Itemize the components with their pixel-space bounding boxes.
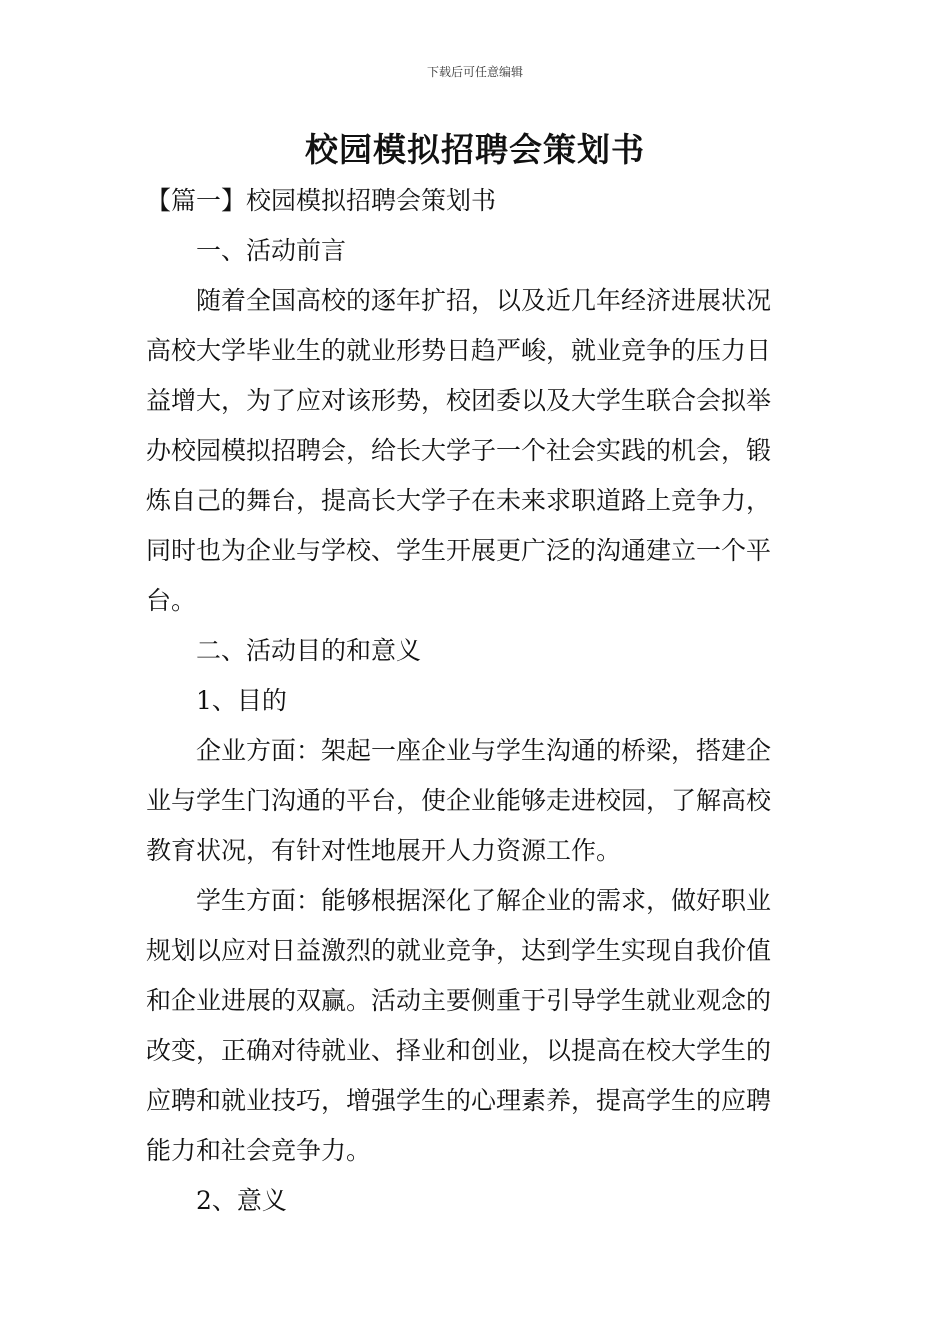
document-title: 校园模拟招聘会策划书 [305, 130, 645, 169]
paragraph-line: 益增大，为了应对该形势，校团委以及大学生联合会拟举 [146, 386, 772, 415]
header-note: 下载后可任意编辑 [426, 65, 523, 79]
paragraph-students [146, 876, 810, 1176]
paragraph-line: 规划以应对日益激烈的就业竞争，达到学生实现自我价值 [146, 936, 772, 965]
paragraph-line: 企业方面：架起一座企业与学生沟通的桥梁，搭建企 [196, 736, 772, 765]
paragraph-enterprise [146, 726, 810, 876]
paragraph-line: 业与学生门沟通的平台，使企业能够走进校园，了解高校 [146, 786, 772, 815]
paragraph-line: 和企业进展的双赢。活动主要侧重于引导学生就业观念的 [146, 986, 772, 1015]
paragraph-line: 炼自己的舞台，提高长大学子在未来求职道路上竞争力， [146, 486, 772, 515]
paragraph-line: 同时也为企业与学校、学生开展更广泛的沟通建立一个平 [146, 536, 772, 565]
document-body [146, 176, 810, 1226]
paragraph-line: 高校大学毕业生的就业形势日趋严峻，就业竞争的压力日 [146, 336, 772, 365]
paragraph-line: 随着全国高校的逐年扩招，以及近几年经济进展状况 [196, 286, 772, 315]
paragraph-line: 应聘和就业技巧，增强学生的心理素养，提高学生的应聘 [146, 1086, 772, 1115]
paragraph-line: 教育状况，有针对性地展开人力资源工作。 [146, 836, 622, 865]
paragraph-line: 台。 [146, 586, 197, 615]
heading-purpose-significance: 二、活动目的和意义 [196, 636, 422, 665]
paragraph-line: 学生方面：能够根据深化了解企业的需求，做好职业 [196, 886, 772, 915]
paragraph-preface [146, 276, 810, 626]
heading-purpose: 1、目的 [196, 686, 287, 715]
paragraph-line: 办校园模拟招聘会，给长大学子一个社会实践的机会，锻 [146, 436, 772, 465]
heading-significance: 2、意义 [196, 1186, 287, 1215]
section-heading: 【篇一】校园模拟招聘会策划书 [146, 186, 497, 215]
paragraph-line: 改变，正确对待就业、择业和创业，以提高在校大学生的 [146, 1036, 772, 1065]
heading-activity-preface: 一、活动前言 [196, 236, 347, 265]
paragraph-line: 能力和社会竞争力。 [146, 1136, 372, 1165]
